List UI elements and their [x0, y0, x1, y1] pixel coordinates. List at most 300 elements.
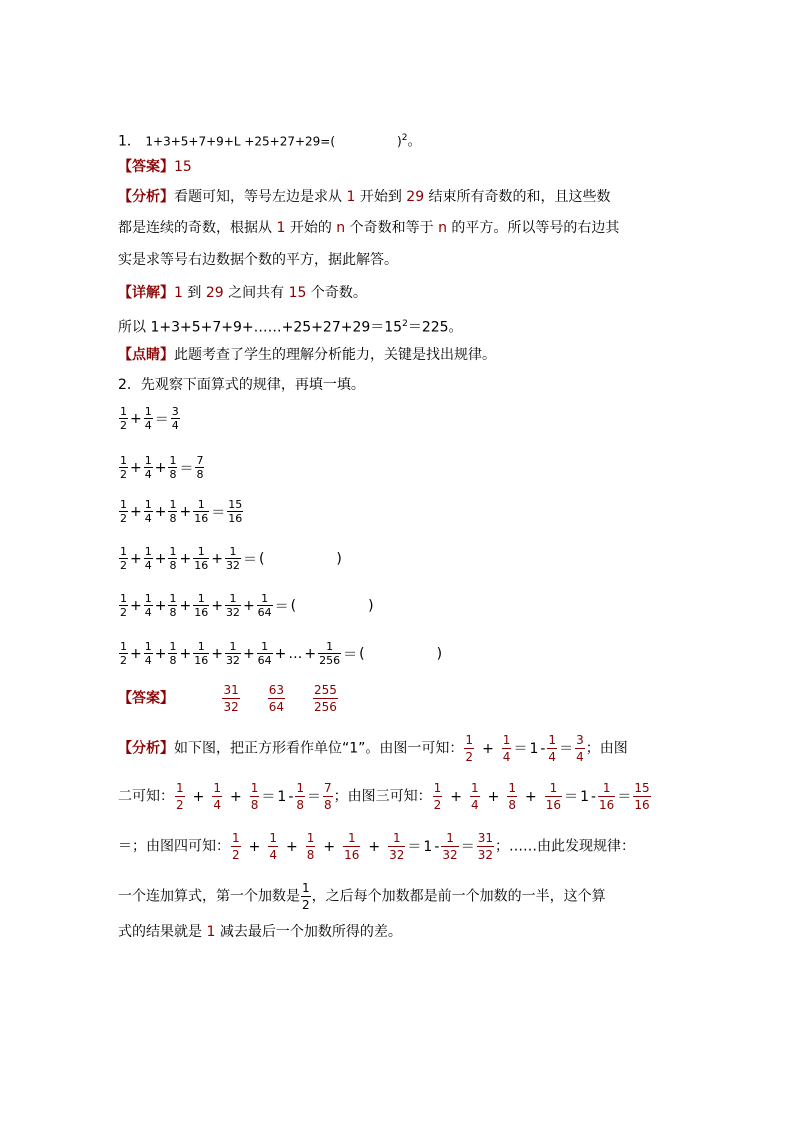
- q2-answer-label: 【答案】: [118, 690, 174, 707]
- denominator: 8: [296, 798, 305, 812]
- numerator: 1: [433, 781, 442, 795]
- numerator: 1: [144, 454, 152, 467]
- q1-close-paren: ): [397, 134, 402, 149]
- q1-detail-label: 【详解】: [118, 285, 174, 301]
- open-paren: (: [359, 645, 365, 662]
- q1-comment-line: [118, 345, 496, 365]
- fraction: [119, 498, 128, 525]
- q2-analysis-line-3: [118, 830, 635, 863]
- fraction: [388, 830, 405, 863]
- close-paren: ): [436, 645, 443, 662]
- denominator: 4: [144, 559, 152, 572]
- equals-sign: ＝: [274, 598, 289, 615]
- plus-sign: +: [482, 740, 494, 757]
- text-run: 都是连续的奇数，根据从: [118, 220, 277, 236]
- q1-end: 。: [407, 133, 422, 150]
- numerator: 1: [144, 405, 152, 418]
- numerator: 1: [120, 405, 127, 418]
- fraction: [119, 545, 128, 572]
- fraction: [257, 592, 273, 619]
- numerator: 31: [223, 683, 239, 697]
- numerator: 1: [296, 781, 305, 795]
- plus-sign: +: [242, 645, 255, 662]
- fraction: [225, 545, 241, 572]
- numerator: 1: [120, 498, 127, 511]
- equals-sign: ＝: [564, 788, 579, 805]
- numerator: 1: [213, 781, 222, 795]
- fraction: [250, 780, 260, 813]
- q1-comment-label: 【点睛】: [118, 347, 174, 363]
- denominator: 4: [144, 468, 152, 481]
- denominator: 16: [194, 512, 209, 525]
- close-paren: ): [368, 597, 374, 614]
- q1-calc-sup: 2: [402, 319, 408, 329]
- q1-analysis-text-1: [174, 189, 611, 205]
- text-run: 个奇数。: [306, 285, 367, 301]
- plus-sign: +: [323, 838, 336, 855]
- denominator: 32: [225, 559, 240, 572]
- q2-analysis-text-2b: ；由图三可知：: [333, 788, 432, 805]
- fraction: [168, 545, 177, 572]
- q1-question: [118, 128, 421, 152]
- plus-sign: +: [368, 838, 381, 855]
- plus-sign: +: [179, 597, 192, 614]
- denominator: 16: [545, 798, 562, 812]
- q2-analysis-label: 【分析】: [118, 740, 174, 757]
- denominator: 16: [344, 848, 360, 862]
- equals-sign: ＝: [513, 740, 528, 757]
- q2-analysis-text-4: 一个连加算式，第一个加数是: [118, 888, 300, 905]
- denominator: 4: [171, 419, 179, 432]
- denominator: 32: [223, 700, 239, 714]
- denominator: 8: [169, 606, 177, 619]
- numerator: 1: [120, 454, 127, 467]
- q2-analysis-formula-5: [300, 881, 312, 912]
- text-run: 到: [182, 285, 206, 301]
- plus-sign: +: [130, 459, 142, 476]
- q2-analysis-line-2: [118, 780, 652, 813]
- denominator: 256: [314, 700, 337, 714]
- q1-detail-line: [118, 283, 367, 303]
- plus-sign: +: [304, 645, 317, 662]
- denominator: 16: [599, 798, 615, 812]
- numerator: 1: [302, 881, 310, 895]
- text-run: 29: [205, 285, 224, 301]
- denominator: 4: [144, 419, 152, 432]
- open-paren: (: [290, 597, 297, 614]
- fraction: [633, 780, 650, 813]
- numerator: 1: [176, 781, 184, 795]
- plus-sign: +: [450, 788, 463, 805]
- denominator: 2: [120, 419, 127, 432]
- q2-analysis-formula-2: [174, 781, 334, 812]
- denominator: 256: [319, 654, 341, 667]
- fraction: [477, 830, 494, 863]
- numerator: 1: [197, 545, 205, 558]
- denominator: 2: [433, 798, 442, 812]
- fraction: [575, 732, 585, 765]
- minus-sign: -: [288, 788, 294, 805]
- denominator: 32: [477, 848, 493, 862]
- one: 1: [277, 788, 287, 805]
- fraction: [227, 498, 243, 525]
- text-run: 15: [288, 285, 307, 301]
- plus-sign: +: [248, 838, 261, 855]
- denominator: 8: [169, 468, 177, 481]
- equation-row: [118, 545, 343, 572]
- equals-sign: ＝: [242, 551, 257, 568]
- fraction: [193, 498, 209, 525]
- q1-number: 1．: [118, 133, 141, 150]
- numerator: 1: [169, 592, 177, 605]
- denominator: 4: [144, 512, 152, 525]
- fraction: [464, 732, 474, 765]
- text-run: 29: [406, 189, 425, 205]
- q2-analysis-text-5b: 减去最后一个加数所得的差。: [215, 924, 402, 940]
- equals-sign: ＝: [307, 788, 322, 805]
- q2-answer-values: [208, 683, 351, 714]
- equals-sign: ＝: [261, 788, 276, 805]
- denominator: 8: [196, 468, 204, 481]
- text-run: 结束所有奇数的和，且这些数: [424, 189, 611, 205]
- denominator: 64: [257, 606, 272, 619]
- fraction: [225, 640, 241, 667]
- numerator: 255: [314, 683, 337, 697]
- denominator: 16: [228, 512, 243, 525]
- numerator: 31: [477, 831, 493, 845]
- numerator: 1: [347, 831, 356, 845]
- plus-sign: +: [525, 788, 537, 805]
- fraction: [268, 830, 278, 863]
- fraction: [168, 454, 177, 481]
- numerator: 1: [197, 498, 205, 511]
- q1-analysis-line-2: [118, 218, 619, 238]
- q1-detail-text: [174, 285, 367, 301]
- q2-analysis-text-2: 二可知：: [118, 788, 174, 805]
- denominator: 32: [442, 848, 458, 862]
- fraction: [306, 830, 316, 863]
- plus-sign: +: [130, 410, 142, 427]
- q1-analysis-line-3: 实是求等号右边数据个数的平方，据此解答。: [118, 252, 398, 268]
- q2-analysis-one: 1: [206, 924, 216, 940]
- one: 1: [580, 788, 589, 805]
- fraction: [144, 592, 153, 619]
- denominator: 8: [508, 798, 517, 812]
- fraction: [119, 640, 128, 667]
- numerator: 1: [502, 733, 511, 747]
- denominator: 4: [576, 750, 584, 764]
- equals-sign: ＝: [617, 788, 632, 805]
- q1-comment-text: 此题考查了学生的理解分析能力，关键是找出规律。: [174, 347, 496, 363]
- numerator: 1: [120, 545, 127, 558]
- denominator: 4: [213, 798, 222, 812]
- numerator: 15: [228, 498, 243, 511]
- numerator: 1: [144, 498, 152, 511]
- numerator: 1: [229, 545, 237, 558]
- numerator: 1: [120, 592, 127, 605]
- equals-sign: ＝: [179, 460, 194, 477]
- numerator: 1: [232, 831, 240, 845]
- fraction: [119, 405, 128, 432]
- q2-analysis-text-5: 式的结果就是: [118, 924, 207, 940]
- numerator: 1: [306, 831, 315, 845]
- text-run: n: [438, 220, 447, 236]
- minus-sign: -: [540, 740, 546, 757]
- denominator: 32: [225, 606, 240, 619]
- q2-analysis-text-3b: ；……由此发现规律：: [494, 838, 635, 855]
- denominator: 2: [120, 468, 127, 481]
- denominator: 2: [232, 848, 240, 862]
- q1-calc-line: [118, 314, 463, 338]
- numerator: 1: [471, 781, 479, 795]
- fraction: [268, 682, 285, 715]
- numerator: 1: [169, 454, 177, 467]
- minus-sign: -: [590, 788, 597, 805]
- q1-answer-value: 15: [174, 159, 192, 175]
- text-run: 开始到: [355, 189, 407, 205]
- plus-sign: +: [487, 788, 500, 805]
- ellipsis: …: [288, 645, 303, 662]
- equals-sign: ＝: [559, 740, 574, 757]
- fraction: [193, 640, 209, 667]
- denominator: 32: [225, 654, 240, 667]
- fraction: [144, 454, 153, 481]
- fraction: [193, 545, 209, 572]
- q2-title: 2．先观察下面算式的规律，再填一填。: [118, 377, 365, 393]
- numerator: 7: [196, 454, 204, 467]
- text-run: 开始的: [285, 220, 337, 236]
- plus-sign: +: [211, 645, 223, 662]
- q2-analysis-line-4: [118, 880, 606, 913]
- one: 1: [423, 838, 433, 855]
- fraction: [323, 780, 333, 813]
- text-run: 的平方。所以等号的右边其: [446, 220, 620, 236]
- denominator: 8: [169, 512, 177, 525]
- denominator: 2: [120, 654, 127, 667]
- denominator: 2: [465, 750, 474, 764]
- q2-analysis-text-1b: ；由图: [585, 740, 628, 757]
- equals-sign: ＝: [460, 838, 475, 855]
- fraction: [119, 592, 128, 619]
- text-run: n: [336, 220, 346, 236]
- equation-row: [118, 498, 244, 525]
- plus-sign: +: [130, 550, 142, 567]
- equation-row: [118, 454, 205, 481]
- fraction: [225, 592, 241, 619]
- plus-sign: +: [192, 788, 205, 805]
- fraction: [502, 732, 512, 765]
- fraction: [144, 498, 153, 525]
- text-run: 1: [276, 220, 286, 236]
- numerator: 7: [324, 781, 332, 795]
- denominator: 4: [144, 654, 152, 667]
- q1-calc-pre: 所以 1+3+5+7+9+……+25+27+29＝15: [118, 319, 403, 336]
- fraction: [441, 830, 458, 863]
- q1-answer-line: [118, 157, 192, 177]
- q1-calc-post: ＝225。: [407, 319, 463, 336]
- q1-analysis-label: 【分析】: [118, 189, 174, 205]
- plus-sign: +: [179, 645, 192, 662]
- numerator: 1: [549, 781, 558, 795]
- plus-sign: +: [179, 503, 192, 520]
- numerator: 1: [269, 831, 278, 845]
- plus-sign: +: [130, 503, 142, 520]
- fraction: [545, 780, 562, 813]
- fraction: [171, 405, 180, 432]
- fraction: [175, 780, 185, 813]
- plus-sign: +: [154, 645, 167, 662]
- plus-sign: +: [242, 597, 255, 614]
- text-run: 1: [346, 189, 356, 205]
- fraction: [168, 498, 177, 525]
- denominator: 8: [169, 654, 177, 667]
- fraction: [295, 780, 305, 813]
- denominator: 2: [120, 559, 127, 572]
- numerator: 1: [144, 592, 152, 605]
- numerator: 1: [446, 831, 454, 845]
- equation-row: [118, 592, 375, 619]
- q2-analysis-text-3: ＝；由图四可知：: [118, 838, 230, 855]
- numerator: 1: [229, 592, 237, 605]
- equation-row: [118, 405, 181, 432]
- fraction: [470, 780, 480, 813]
- plus-sign: +: [154, 597, 167, 614]
- numerator: 1: [197, 592, 205, 605]
- open-paren: (: [258, 550, 265, 567]
- fraction: [119, 454, 128, 481]
- denominator: 32: [389, 848, 405, 862]
- denominator: 16: [194, 654, 209, 667]
- fraction: [168, 640, 177, 667]
- fraction: [318, 640, 341, 667]
- denominator: 4: [269, 848, 278, 862]
- numerator: 1: [144, 640, 152, 653]
- fraction: [257, 640, 273, 667]
- fraction: [144, 640, 153, 667]
- denominator: 8: [306, 848, 315, 862]
- numerator: 1: [392, 831, 401, 845]
- denominator: 64: [257, 654, 272, 667]
- denominator: 8: [324, 798, 332, 812]
- q2-analysis-line-5: [118, 922, 402, 942]
- numerator: 1: [120, 640, 127, 653]
- q2-analysis-formula-3: [432, 781, 652, 812]
- numerator: 1: [197, 640, 205, 653]
- fraction: [598, 780, 615, 813]
- numerator: 1: [508, 781, 517, 795]
- fraction: [507, 780, 517, 813]
- numerator: 3: [171, 405, 179, 418]
- text-run: 1: [174, 285, 183, 301]
- fraction: [212, 780, 222, 813]
- denominator: 4: [548, 750, 557, 764]
- equation-row: [118, 640, 443, 667]
- fraction: [144, 405, 153, 432]
- denominator: 2: [120, 512, 127, 525]
- fraction: [231, 830, 241, 863]
- numerator: 1: [229, 640, 237, 653]
- fraction: [168, 592, 177, 619]
- plus-sign: +: [230, 788, 242, 805]
- denominator: 4: [471, 798, 479, 812]
- plus-sign: +: [154, 550, 167, 567]
- fraction: [301, 880, 311, 913]
- numerator: 1: [548, 733, 557, 747]
- q2-analysis-line-1: [118, 732, 628, 765]
- equals-sign: ＝: [211, 504, 226, 521]
- q2-analysis-formula-1: [463, 733, 585, 764]
- denominator: 16: [194, 606, 209, 619]
- q2-analysis-text-1: 如下图，把正方形看作单位“1”。由图一可知：: [174, 740, 464, 757]
- numerator: 1: [169, 545, 177, 558]
- denominator: 2: [120, 606, 127, 619]
- q1-analysis-line-1: [118, 187, 611, 207]
- q1-answer-label: 【答案】: [118, 159, 174, 175]
- numerator: 1: [326, 640, 334, 653]
- denominator: 16: [194, 559, 209, 572]
- denominator: 4: [144, 606, 152, 619]
- q2-answer-line: [118, 682, 352, 715]
- one: 1: [529, 740, 539, 757]
- plus-sign: +: [211, 597, 223, 614]
- fraction: [433, 780, 443, 813]
- numerator: 15: [634, 781, 650, 795]
- q1-superscript: 2: [401, 133, 408, 143]
- denominator: 8: [250, 798, 259, 812]
- denominator: 8: [169, 559, 177, 572]
- numerator: 1: [250, 781, 259, 795]
- plus-sign: +: [154, 459, 167, 476]
- equals-sign: ＝: [154, 411, 169, 428]
- denominator: 64: [268, 700, 285, 714]
- plus-sign: +: [154, 503, 167, 520]
- fraction: [144, 545, 153, 572]
- equals-sign: ＝: [343, 646, 358, 663]
- minus-sign: -: [434, 838, 440, 855]
- fraction: [343, 830, 360, 863]
- numerator: 1: [144, 545, 152, 558]
- plus-sign: +: [130, 645, 142, 662]
- plus-sign: +: [179, 550, 192, 567]
- q2-analysis-formula-4: [230, 831, 495, 862]
- denominator: 2: [302, 898, 310, 912]
- denominator: 4: [502, 750, 511, 764]
- numerator: 1: [465, 733, 474, 747]
- fraction: [547, 732, 557, 765]
- fraction: [313, 682, 338, 715]
- plus-sign: +: [274, 645, 287, 662]
- numerator: 3: [576, 733, 584, 747]
- q1-expression: 1+3+5+7+9+L +25+27+29=(: [145, 134, 336, 149]
- numerator: 1: [602, 781, 611, 795]
- plus-sign: +: [211, 550, 223, 567]
- text-run: 看题可知，等号左边是求从: [174, 189, 347, 205]
- fraction: [193, 592, 209, 619]
- fraction: [222, 682, 239, 715]
- equals-sign: ＝: [407, 838, 422, 855]
- denominator: 16: [634, 798, 650, 812]
- denominator: 2: [176, 798, 184, 812]
- text-run: 之间共有: [223, 285, 289, 301]
- numerator: 63: [268, 683, 285, 697]
- plus-sign: +: [130, 597, 142, 614]
- plus-sign: +: [286, 838, 298, 855]
- numerator: 1: [169, 640, 177, 653]
- close-paren: ): [336, 550, 342, 567]
- fraction: [195, 454, 204, 481]
- numerator: 1: [261, 592, 269, 605]
- numerator: 1: [169, 498, 177, 511]
